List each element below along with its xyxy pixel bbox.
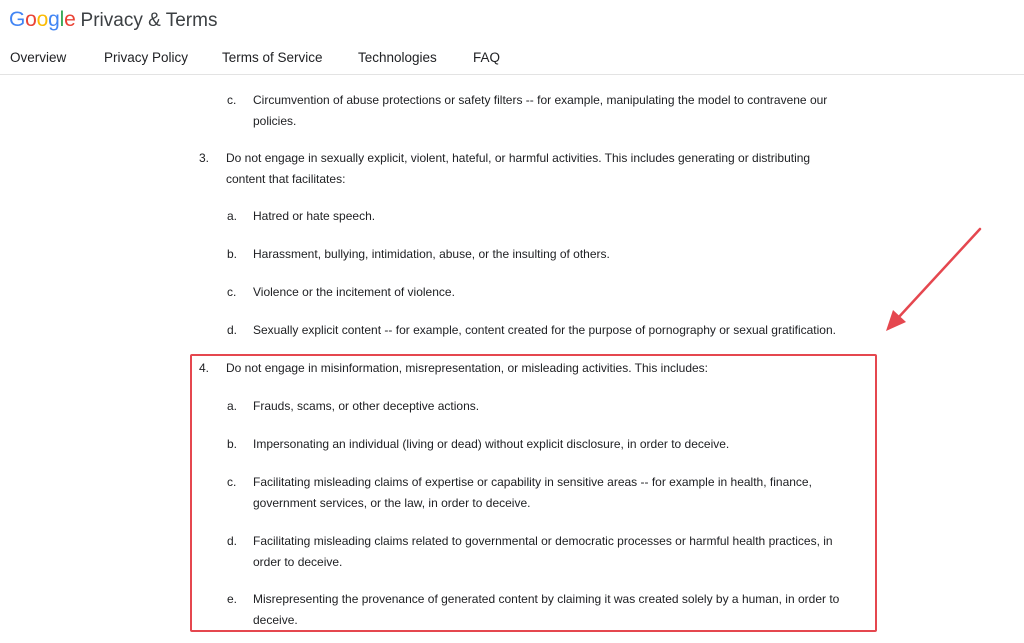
page-title: Privacy & Terms (80, 10, 218, 31)
list-marker: d. (227, 323, 238, 337)
list-item: Harassment, bullying, intimidation, abuse, or the insulting of others. (253, 247, 610, 261)
list-item: Facilitating misleading claims of expertise or capability in sensitive areas -- for example in health, finance, government services, or the law, in order to deceive. (253, 475, 812, 510)
list-marker: c. (227, 93, 237, 107)
top-bar (0, 0, 1024, 75)
list-item: Violence or the incitement of violence. (253, 285, 455, 299)
list-item: Circumvention of abuse protections or safety filters -- for example, manipulating the model to contravene our policies. (253, 93, 828, 128)
annotation-highlight-box (190, 354, 877, 632)
logo-letter: o (36, 8, 49, 31)
logo-letter: o (25, 8, 37, 31)
list-item: Do not engage in sexually explicit, violent, hateful, or harmful activities. This includes generating or distributing content that facilitates: (226, 151, 811, 186)
list-item: Impersonating an individual (living or dead) without explicit disclosure, in order to deceive. (253, 437, 730, 451)
list-marker: a. (227, 399, 238, 413)
logo-letter: g (48, 8, 60, 31)
logo-letter: e (64, 8, 76, 31)
list-marker: 4. (199, 361, 210, 375)
nav-item-technologies[interactable]: Technologies (358, 50, 437, 65)
list-marker: a. (227, 209, 238, 223)
brand[interactable] (9, 8, 217, 34)
logo-letter: l (59, 8, 65, 31)
list-marker: d. (227, 534, 238, 548)
list-marker: b. (227, 247, 238, 261)
nav-item-overview[interactable]: Overview (10, 50, 67, 65)
list-item: Facilitating misleading claims related to governmental or democratic processes or harmful health practices, in order to deceive. (253, 534, 833, 569)
list-marker: b. (227, 437, 238, 451)
google-logo[interactable] (9, 8, 76, 32)
list-marker: c. (227, 285, 237, 299)
list-marker: c. (227, 475, 237, 489)
nav-item-terms-of-service[interactable]: Terms of Service (222, 50, 323, 65)
list-marker: e. (227, 592, 238, 606)
nav-item-privacy-policy[interactable]: Privacy Policy (104, 50, 189, 65)
logo-letter: G (9, 8, 26, 31)
list-item: Hatred or hate speech. (253, 209, 376, 223)
nav-item-faq[interactable]: FAQ (473, 50, 501, 65)
nav-bar (0, 50, 1024, 70)
list-marker: 3. (199, 151, 210, 165)
list-item: Do not engage in misinformation, misrepresentation, or misleading activities. This includes: (226, 361, 709, 375)
list-item: Sexually explicit content -- for example, content created for the purpose of pornography or sexual gratification. (253, 323, 836, 337)
list-item: Frauds, scams, or other deceptive actions. (253, 399, 480, 413)
list-item: Misrepresenting the provenance of generated content by claiming it was created solely by a human, in order to deceive. (253, 592, 840, 627)
